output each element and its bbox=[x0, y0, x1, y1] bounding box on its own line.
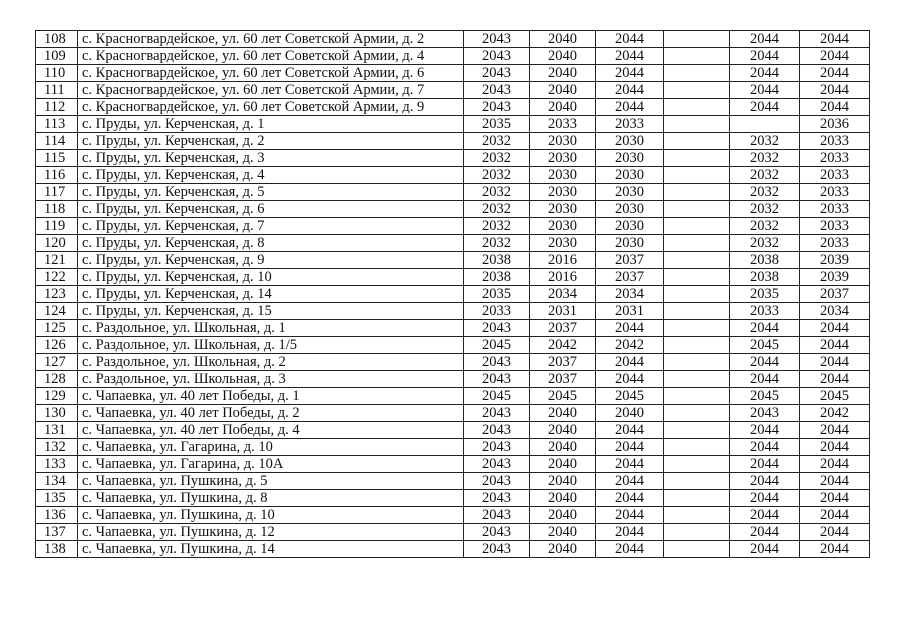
table-row bbox=[36, 490, 870, 507]
year-cell bbox=[664, 48, 730, 65]
year-cell bbox=[664, 524, 730, 541]
year-cell: 2044 bbox=[596, 541, 664, 558]
address-cell: с. Пруды, ул. Керченская, д. 4 bbox=[78, 167, 464, 184]
year-cell: 2040 bbox=[596, 405, 664, 422]
address-cell: с. Красногвардейское, ул. 60 лет Советской Армии, д. 9 bbox=[78, 99, 464, 116]
row-number-cell: 137 bbox=[36, 524, 78, 541]
year-cell bbox=[664, 303, 730, 320]
year-cell bbox=[664, 133, 730, 150]
year-cell: 2045 bbox=[464, 388, 530, 405]
table-row bbox=[36, 167, 870, 184]
address-cell: с. Пруды, ул. Керченская, д. 3 bbox=[78, 150, 464, 167]
year-cell: 2044 bbox=[800, 354, 870, 371]
year-cell: 2044 bbox=[730, 524, 800, 541]
table-row bbox=[36, 116, 870, 133]
year-cell bbox=[664, 422, 730, 439]
year-cell: 2044 bbox=[730, 490, 800, 507]
year-cell: 2040 bbox=[530, 456, 596, 473]
row-number-cell: 125 bbox=[36, 320, 78, 337]
address-cell: с. Чапаевка, ул. Гагарина, д. 10А bbox=[78, 456, 464, 473]
year-cell: 2044 bbox=[800, 99, 870, 116]
year-cell: 2032 bbox=[464, 201, 530, 218]
year-cell: 2044 bbox=[800, 439, 870, 456]
year-cell: 2045 bbox=[730, 388, 800, 405]
year-cell: 2037 bbox=[596, 269, 664, 286]
year-cell bbox=[664, 507, 730, 524]
year-cell: 2044 bbox=[800, 371, 870, 388]
year-cell: 2030 bbox=[596, 184, 664, 201]
year-cell: 2044 bbox=[800, 320, 870, 337]
table-row bbox=[36, 184, 870, 201]
year-cell bbox=[664, 490, 730, 507]
year-cell bbox=[664, 65, 730, 82]
year-cell: 2044 bbox=[800, 541, 870, 558]
year-cell: 2031 bbox=[530, 303, 596, 320]
table-row bbox=[36, 456, 870, 473]
table-row bbox=[36, 405, 870, 422]
year-cell: 2033 bbox=[800, 150, 870, 167]
table-row bbox=[36, 82, 870, 99]
year-cell: 2030 bbox=[530, 184, 596, 201]
year-cell: 2044 bbox=[596, 422, 664, 439]
address-cell: с. Пруды, ул. Керченская, д. 5 bbox=[78, 184, 464, 201]
year-cell: 2034 bbox=[596, 286, 664, 303]
year-cell: 2030 bbox=[530, 167, 596, 184]
row-number-cell: 120 bbox=[36, 235, 78, 252]
year-cell: 2037 bbox=[530, 371, 596, 388]
row-number-cell: 127 bbox=[36, 354, 78, 371]
year-cell: 2044 bbox=[730, 541, 800, 558]
year-cell: 2042 bbox=[530, 337, 596, 354]
year-cell bbox=[664, 337, 730, 354]
year-cell: 2032 bbox=[464, 184, 530, 201]
year-cell: 2030 bbox=[596, 150, 664, 167]
row-number-cell: 128 bbox=[36, 371, 78, 388]
address-cell: с. Красногвардейское, ул. 60 лет Советской Армии, д. 7 bbox=[78, 82, 464, 99]
year-cell: 2043 bbox=[464, 439, 530, 456]
year-cell: 2044 bbox=[730, 439, 800, 456]
year-cell bbox=[664, 150, 730, 167]
table-row bbox=[36, 31, 870, 48]
year-cell: 2043 bbox=[464, 354, 530, 371]
table-row bbox=[36, 286, 870, 303]
year-cell: 2044 bbox=[730, 473, 800, 490]
address-cell: с. Раздольное, ул. Школьная, д. 3 bbox=[78, 371, 464, 388]
year-cell: 2044 bbox=[596, 354, 664, 371]
address-cell: с. Пруды, ул. Керченская, д. 8 bbox=[78, 235, 464, 252]
row-number-cell: 133 bbox=[36, 456, 78, 473]
row-number-cell: 118 bbox=[36, 201, 78, 218]
year-cell bbox=[664, 354, 730, 371]
year-cell: 2044 bbox=[800, 31, 870, 48]
year-cell: 2044 bbox=[596, 31, 664, 48]
year-cell: 2033 bbox=[530, 116, 596, 133]
year-cell bbox=[664, 320, 730, 337]
row-number-cell: 117 bbox=[36, 184, 78, 201]
year-cell: 2035 bbox=[464, 116, 530, 133]
year-cell: 2038 bbox=[464, 252, 530, 269]
year-cell bbox=[664, 371, 730, 388]
year-cell: 2044 bbox=[730, 456, 800, 473]
row-number-cell: 130 bbox=[36, 405, 78, 422]
year-cell: 2033 bbox=[800, 201, 870, 218]
row-number-cell: 110 bbox=[36, 65, 78, 82]
address-cell: с. Пруды, ул. Керченская, д. 15 bbox=[78, 303, 464, 320]
table-row bbox=[36, 252, 870, 269]
year-cell: 2044 bbox=[730, 99, 800, 116]
table-row bbox=[36, 201, 870, 218]
year-cell: 2044 bbox=[730, 48, 800, 65]
year-cell: 2043 bbox=[464, 405, 530, 422]
address-cell: с. Чапаевка, ул. 40 лет Победы, д. 2 bbox=[78, 405, 464, 422]
year-cell: 2032 bbox=[730, 218, 800, 235]
year-cell: 2044 bbox=[800, 337, 870, 354]
row-number-cell: 135 bbox=[36, 490, 78, 507]
year-cell: 2044 bbox=[596, 48, 664, 65]
address-cell: с. Чапаевка, ул. Гагарина, д. 10 bbox=[78, 439, 464, 456]
year-cell: 2043 bbox=[464, 65, 530, 82]
year-cell: 2044 bbox=[596, 99, 664, 116]
year-cell: 2043 bbox=[464, 524, 530, 541]
year-cell: 2043 bbox=[464, 456, 530, 473]
table-row bbox=[36, 235, 870, 252]
year-cell: 2032 bbox=[730, 184, 800, 201]
year-cell: 2044 bbox=[730, 65, 800, 82]
address-cell: с. Чапаевка, ул. 40 лет Победы, д. 4 bbox=[78, 422, 464, 439]
year-cell: 2032 bbox=[730, 150, 800, 167]
year-cell: 2044 bbox=[730, 371, 800, 388]
year-cell: 2034 bbox=[800, 303, 870, 320]
row-number-cell: 115 bbox=[36, 150, 78, 167]
year-cell bbox=[664, 473, 730, 490]
year-cell: 2040 bbox=[530, 48, 596, 65]
year-cell: 2040 bbox=[530, 31, 596, 48]
year-cell bbox=[664, 31, 730, 48]
year-cell: 2030 bbox=[530, 133, 596, 150]
year-cell: 2038 bbox=[464, 269, 530, 286]
year-cell: 2032 bbox=[730, 201, 800, 218]
year-cell: 2030 bbox=[530, 201, 596, 218]
year-cell: 2030 bbox=[596, 218, 664, 235]
address-cell: с. Пруды, ул. Керченская, д. 6 bbox=[78, 201, 464, 218]
table-row bbox=[36, 473, 870, 490]
year-cell: 2033 bbox=[800, 133, 870, 150]
year-cell bbox=[664, 286, 730, 303]
year-cell: 2044 bbox=[596, 524, 664, 541]
document-sheet bbox=[35, 30, 870, 558]
address-cell: с. Пруды, ул. Керченская, д. 10 bbox=[78, 269, 464, 286]
year-cell: 2044 bbox=[800, 48, 870, 65]
year-cell: 2033 bbox=[800, 167, 870, 184]
year-cell: 2043 bbox=[464, 490, 530, 507]
year-cell: 2044 bbox=[596, 65, 664, 82]
year-cell: 2040 bbox=[530, 524, 596, 541]
table-row bbox=[36, 218, 870, 235]
address-cell: с. Раздольное, ул. Школьная, д. 2 bbox=[78, 354, 464, 371]
address-cell: с. Красногвардейское, ул. 60 лет Советской Армии, д. 6 bbox=[78, 65, 464, 82]
year-cell: 2038 bbox=[730, 269, 800, 286]
year-cell: 2040 bbox=[530, 439, 596, 456]
table-row bbox=[36, 524, 870, 541]
address-cell: с. Чапаевка, ул. Пушкина, д. 8 bbox=[78, 490, 464, 507]
year-cell: 2034 bbox=[530, 286, 596, 303]
year-cell: 2032 bbox=[730, 167, 800, 184]
year-cell bbox=[664, 252, 730, 269]
row-number-cell: 131 bbox=[36, 422, 78, 439]
year-cell: 2037 bbox=[530, 354, 596, 371]
table-row bbox=[36, 541, 870, 558]
year-cell: 2043 bbox=[464, 507, 530, 524]
address-cell: с. Пруды, ул. Керченская, д. 7 bbox=[78, 218, 464, 235]
table-row bbox=[36, 439, 870, 456]
year-cell: 2016 bbox=[530, 269, 596, 286]
year-cell: 2040 bbox=[530, 422, 596, 439]
year-cell bbox=[664, 269, 730, 286]
address-cell: с. Пруды, ул. Керченская, д. 1 bbox=[78, 116, 464, 133]
year-cell: 2033 bbox=[800, 184, 870, 201]
year-cell: 2043 bbox=[464, 371, 530, 388]
year-cell: 2016 bbox=[530, 252, 596, 269]
row-number-cell: 111 bbox=[36, 82, 78, 99]
year-cell: 2032 bbox=[464, 218, 530, 235]
year-cell: 2043 bbox=[464, 82, 530, 99]
year-cell: 2031 bbox=[596, 303, 664, 320]
year-cell bbox=[664, 82, 730, 99]
address-cell: с. Чапаевка, ул. 40 лет Победы, д. 1 bbox=[78, 388, 464, 405]
year-cell: 2044 bbox=[596, 371, 664, 388]
year-cell bbox=[664, 456, 730, 473]
row-number-cell: 132 bbox=[36, 439, 78, 456]
table-body bbox=[36, 31, 870, 558]
year-cell: 2043 bbox=[464, 473, 530, 490]
table-row bbox=[36, 150, 870, 167]
year-cell: 2045 bbox=[800, 388, 870, 405]
row-number-cell: 126 bbox=[36, 337, 78, 354]
row-number-cell: 136 bbox=[36, 507, 78, 524]
year-cell: 2044 bbox=[596, 320, 664, 337]
year-cell: 2030 bbox=[596, 235, 664, 252]
year-cell: 2043 bbox=[464, 541, 530, 558]
year-cell: 2044 bbox=[800, 456, 870, 473]
table-row bbox=[36, 507, 870, 524]
table-row bbox=[36, 388, 870, 405]
row-number-cell: 134 bbox=[36, 473, 78, 490]
year-cell: 2044 bbox=[800, 490, 870, 507]
year-cell bbox=[664, 405, 730, 422]
year-cell: 2040 bbox=[530, 507, 596, 524]
row-number-cell: 108 bbox=[36, 31, 78, 48]
row-number-cell: 113 bbox=[36, 116, 78, 133]
address-cell: с. Красногвардейское, ул. 60 лет Советской Армии, д. 4 bbox=[78, 48, 464, 65]
year-cell: 2032 bbox=[730, 133, 800, 150]
year-cell: 2030 bbox=[596, 133, 664, 150]
year-cell: 2039 bbox=[800, 252, 870, 269]
year-cell: 2042 bbox=[596, 337, 664, 354]
year-cell: 2044 bbox=[596, 82, 664, 99]
address-cell: с. Красногвардейское, ул. 60 лет Советской Армии, д. 2 bbox=[78, 31, 464, 48]
year-cell: 2040 bbox=[530, 82, 596, 99]
year-cell: 2033 bbox=[464, 303, 530, 320]
year-cell: 2043 bbox=[464, 422, 530, 439]
year-cell bbox=[664, 541, 730, 558]
row-number-cell: 121 bbox=[36, 252, 78, 269]
year-cell: 2030 bbox=[596, 167, 664, 184]
year-cell: 2033 bbox=[730, 303, 800, 320]
year-cell: 2037 bbox=[530, 320, 596, 337]
year-cell: 2033 bbox=[800, 235, 870, 252]
year-cell: 2043 bbox=[464, 31, 530, 48]
address-cell: с. Чапаевка, ул. Пушкина, д. 5 bbox=[78, 473, 464, 490]
year-cell: 2030 bbox=[530, 150, 596, 167]
address-cell: с. Чапаевка, ул. Пушкина, д. 12 bbox=[78, 524, 464, 541]
year-cell: 2044 bbox=[800, 65, 870, 82]
year-cell: 2044 bbox=[800, 422, 870, 439]
year-cell: 2032 bbox=[464, 235, 530, 252]
year-cell: 2032 bbox=[464, 167, 530, 184]
year-cell: 2044 bbox=[800, 507, 870, 524]
year-cell: 2045 bbox=[596, 388, 664, 405]
year-cell: 2045 bbox=[530, 388, 596, 405]
year-cell bbox=[664, 116, 730, 133]
table-row bbox=[36, 422, 870, 439]
year-cell bbox=[664, 388, 730, 405]
address-cell: с. Пруды, ул. Керченская, д. 9 bbox=[78, 252, 464, 269]
year-cell: 2032 bbox=[464, 150, 530, 167]
year-cell: 2043 bbox=[464, 320, 530, 337]
year-cell: 2044 bbox=[596, 507, 664, 524]
year-cell: 2044 bbox=[730, 320, 800, 337]
repair-schedule-table bbox=[35, 30, 870, 558]
year-cell: 2044 bbox=[596, 490, 664, 507]
year-cell: 2044 bbox=[730, 507, 800, 524]
year-cell bbox=[664, 201, 730, 218]
year-cell: 2035 bbox=[464, 286, 530, 303]
year-cell: 2030 bbox=[530, 218, 596, 235]
row-number-cell: 109 bbox=[36, 48, 78, 65]
year-cell bbox=[664, 184, 730, 201]
year-cell: 2038 bbox=[730, 252, 800, 269]
year-cell: 2040 bbox=[530, 473, 596, 490]
year-cell: 2044 bbox=[800, 82, 870, 99]
year-cell: 2040 bbox=[530, 99, 596, 116]
year-cell: 2039 bbox=[800, 269, 870, 286]
year-cell: 2044 bbox=[730, 422, 800, 439]
year-cell bbox=[730, 116, 800, 133]
row-number-cell: 122 bbox=[36, 269, 78, 286]
year-cell: 2030 bbox=[530, 235, 596, 252]
year-cell: 2045 bbox=[730, 337, 800, 354]
year-cell: 2030 bbox=[596, 201, 664, 218]
year-cell: 2043 bbox=[464, 48, 530, 65]
year-cell: 2044 bbox=[800, 473, 870, 490]
address-cell: с. Чапаевка, ул. Пушкина, д. 10 bbox=[78, 507, 464, 524]
row-number-cell: 123 bbox=[36, 286, 78, 303]
address-cell: с. Чапаевка, ул. Пушкина, д. 14 bbox=[78, 541, 464, 558]
table-row bbox=[36, 371, 870, 388]
year-cell bbox=[664, 439, 730, 456]
year-cell: 2044 bbox=[596, 473, 664, 490]
table-row bbox=[36, 320, 870, 337]
year-cell: 2045 bbox=[464, 337, 530, 354]
year-cell: 2033 bbox=[800, 218, 870, 235]
year-cell: 2043 bbox=[730, 405, 800, 422]
year-cell: 2037 bbox=[800, 286, 870, 303]
table-row bbox=[36, 99, 870, 116]
row-number-cell: 112 bbox=[36, 99, 78, 116]
table-row bbox=[36, 48, 870, 65]
row-number-cell: 114 bbox=[36, 133, 78, 150]
year-cell: 2044 bbox=[596, 456, 664, 473]
year-cell: 2040 bbox=[530, 405, 596, 422]
year-cell bbox=[664, 218, 730, 235]
row-number-cell: 124 bbox=[36, 303, 78, 320]
year-cell: 2043 bbox=[464, 99, 530, 116]
year-cell: 2044 bbox=[800, 524, 870, 541]
year-cell bbox=[664, 235, 730, 252]
table-row bbox=[36, 65, 870, 82]
year-cell bbox=[664, 167, 730, 184]
year-cell: 2033 bbox=[596, 116, 664, 133]
year-cell: 2032 bbox=[464, 133, 530, 150]
address-cell: с. Раздольное, ул. Школьная, д. 1 bbox=[78, 320, 464, 337]
year-cell bbox=[664, 99, 730, 116]
year-cell: 2044 bbox=[730, 82, 800, 99]
table-row bbox=[36, 354, 870, 371]
year-cell: 2040 bbox=[530, 541, 596, 558]
row-number-cell: 129 bbox=[36, 388, 78, 405]
table-row bbox=[36, 133, 870, 150]
address-cell: с. Пруды, ул. Керченская, д. 14 bbox=[78, 286, 464, 303]
table-row bbox=[36, 269, 870, 286]
year-cell: 2044 bbox=[730, 354, 800, 371]
year-cell: 2032 bbox=[730, 235, 800, 252]
year-cell: 2044 bbox=[596, 439, 664, 456]
table-row bbox=[36, 337, 870, 354]
table-row bbox=[36, 303, 870, 320]
year-cell: 2037 bbox=[596, 252, 664, 269]
year-cell: 2044 bbox=[730, 31, 800, 48]
row-number-cell: 119 bbox=[36, 218, 78, 235]
row-number-cell: 116 bbox=[36, 167, 78, 184]
year-cell: 2040 bbox=[530, 65, 596, 82]
row-number-cell: 138 bbox=[36, 541, 78, 558]
address-cell: с. Раздольное, ул. Школьная, д. 1/5 bbox=[78, 337, 464, 354]
year-cell: 2036 bbox=[800, 116, 870, 133]
year-cell: 2042 bbox=[800, 405, 870, 422]
year-cell: 2040 bbox=[530, 490, 596, 507]
year-cell: 2035 bbox=[730, 286, 800, 303]
address-cell: с. Пруды, ул. Керченская, д. 2 bbox=[78, 133, 464, 150]
